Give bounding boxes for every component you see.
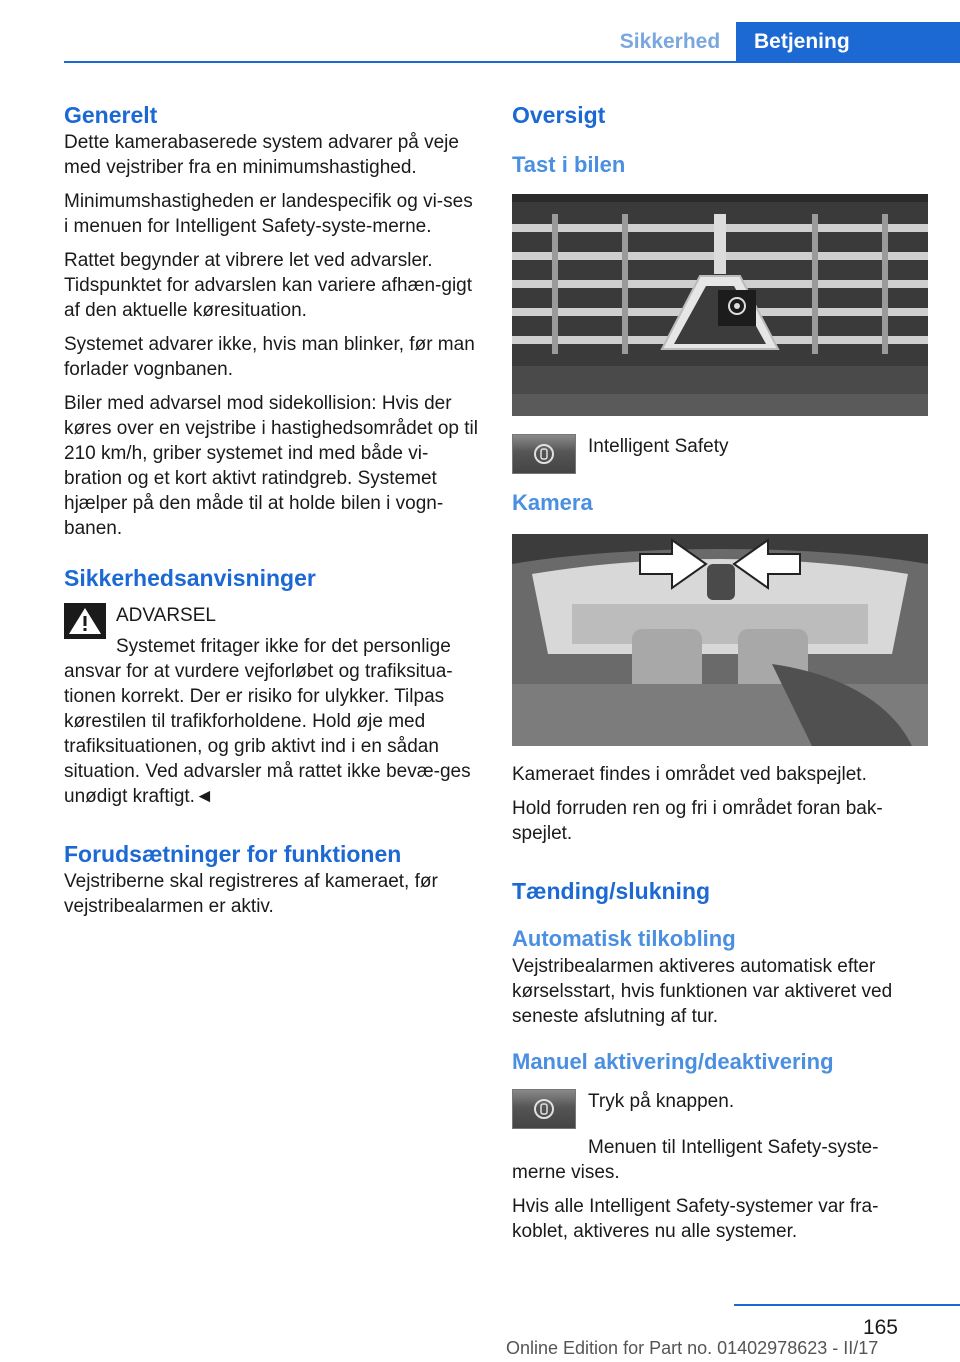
heading-generelt: Generelt: [64, 102, 158, 128]
paragraph: Minimumshastigheden er landespecifik og vi‐ses i menuen for Intelligent Safety-syste‐merne.: [64, 191, 473, 237]
intelligent-safety-button-icon: [512, 434, 576, 474]
header-rule: [64, 61, 960, 63]
heading-automatisk-tilkobling: Automatisk tilkobling: [512, 926, 736, 951]
warning-block: [64, 603, 480, 809]
manual-button-row: [512, 1089, 928, 1129]
paragraph: Biler med advarsel mod sidekollision: Hvis der køres over en vejstribe i hastighedsområdet op til 210 km/h, griber systemet ind med både vi‐bration og et kort aktivt ratindgreb. Systemet hjælper på den måde til at holde bilen i vogn‐banen.: [64, 393, 478, 539]
manual-step-label: Tryk på knappen.: [588, 1091, 735, 1112]
paragraph: Vejstribealarmen aktiveres automatisk efter kørselsstart, hvis funktionen var aktiveret ved seneste afslutning af tur.: [512, 956, 893, 1027]
paragraph: Hold forruden ren og fri i området foran bak‐spejlet.: [512, 798, 883, 844]
paragraph: Menuen til Intelligent Safety-syste‐merne vises.: [512, 1137, 879, 1183]
heading-taending-slukning: Tænding/slukning: [512, 878, 711, 904]
heading-tast-i-bilen: Tast i bilen: [512, 152, 626, 177]
heading-kamera: Kamera: [512, 490, 593, 515]
camera-figure: [512, 534, 928, 746]
heading-manuel-aktivering: Manuel aktivering/deaktivering: [512, 1049, 834, 1074]
intelligent-safety-label: Intelligent Safety: [588, 436, 729, 457]
paragraph: Hvis alle Intelligent Safety-systemer var fra‐koblet, aktiveres nu alle systemer.: [512, 1196, 879, 1242]
footer-edition: Online Edition for Part no. 01402978623 - II/17: [506, 1338, 879, 1358]
paragraph: Dette kamerabaserede system advarer på veje med vejstriber fra en minimumshastighed.: [64, 132, 459, 178]
left-column: [64, 100, 480, 928]
heading-sikkerhedsanvisninger: Sikkerhedsanvisninger: [64, 565, 316, 591]
intelligent-safety-button-icon: [512, 1089, 576, 1129]
tab-betjening[interactable]: Betjening: [736, 22, 960, 62]
dashboard-button-figure: [512, 194, 928, 416]
paragraph: Kameraet findes i området ved bakspejlet.: [512, 764, 867, 785]
heading-forudsaetninger: Forudsætninger for funktionen: [64, 841, 402, 867]
footer-rule: [734, 1304, 960, 1306]
tab-sikkerhed[interactable]: Sikkerhed: [619, 30, 721, 53]
warning-triangle-icon: [64, 603, 106, 639]
heading-oversigt: Oversigt: [512, 102, 606, 128]
paragraph: Rattet begynder at vibrere let ved advarsler. Tidspunktet for advarslen kan variere afhæn‐gigt af den aktuelle køresituation.: [64, 250, 473, 321]
warning-title: ADVARSEL: [116, 605, 216, 626]
warning-body: Systemet fritager ikke for det personlige ansvar for at vurdere vejforløbet og trafiksitua‐tionen korrekt. Der er risiko for ulykker. Tilpas kørestilen til trafikforholdene. Hold øje med trafiksituationen, og grib aktivt ind i en sådan situation. Ved advarsler må rattet ikke bevæ‐ges unødigt kraftigt.◄: [64, 636, 471, 807]
paragraph: Vejstriberne skal registreres af kameraet, før vejstribealarmen er aktiv.: [64, 871, 438, 917]
page-number: 165: [862, 1316, 898, 1339]
intelligent-safety-button-row: [512, 434, 928, 474]
right-column: [512, 100, 928, 1253]
paragraph: Systemet advarer ikke, hvis man blinker, før man forlader vognbanen.: [64, 334, 475, 380]
